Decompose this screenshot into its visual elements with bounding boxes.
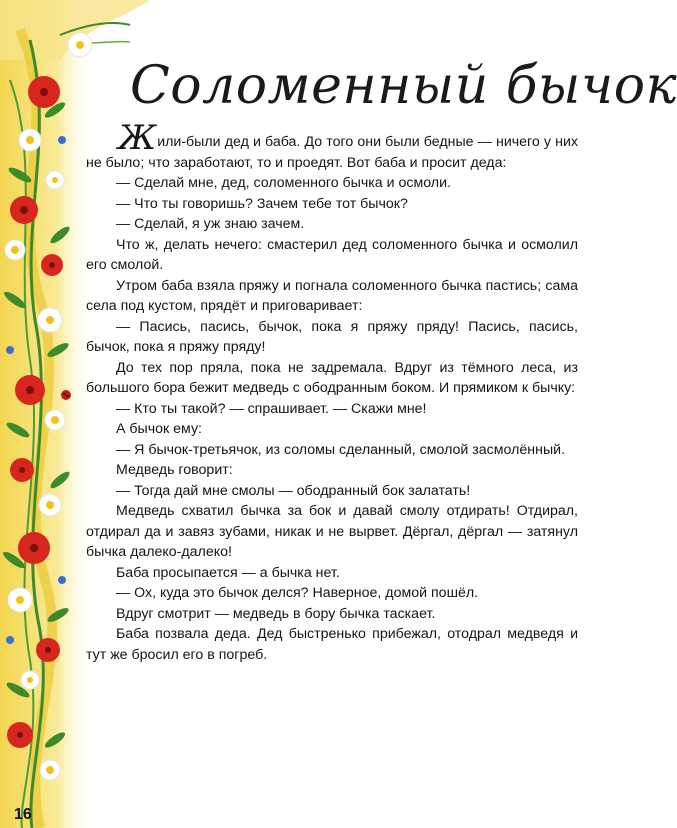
drop-cap: Ж <box>118 118 157 158</box>
paragraph: Медведь схватил бычка за бок и давай смолу отдирать! Отдирал, отдирал да и завяз зубами, никак и не вырвет. Дёргал, дёргал — затянул бычка далеко-далеко! <box>86 503 578 560</box>
story-title: Соломенный бычок <box>130 56 677 116</box>
paragraph: До тех пор пряла, пока не задремала. Вдруг из тёмного леса, из большого бора бежит медведь с ободранным боком. И прямиком к бычку: <box>86 359 578 396</box>
paragraph: Что ж, делать нечего: смастерил дед соломенного бычка и осмолил его смолой. <box>86 236 578 273</box>
paragraph: — Я бычок-третьячок, из соломы сделанный, смолой засмолённый. <box>116 441 566 458</box>
paragraph: Утром баба взяла пряжу и погнала соломенного бычка пастись; сама села под кустом, прядёт и приговаривает: <box>86 277 578 314</box>
paragraph: — Сделай, я уж знаю зачем. <box>116 216 305 232</box>
paragraph: — Ох, куда это бычок делся? Наверное, домой пошёл. <box>116 585 479 601</box>
paragraph: — Кто ты такой? — спрашивает. — Скажи мне! <box>116 400 427 417</box>
paragraph-text: или-были дед и баба. До того они были бедные — ничего у них не было; что заработают, то и проедят. Вот баба и просит деда: <box>86 134 578 171</box>
paragraph: Баба просыпается — а бычка нет. <box>116 564 340 581</box>
paragraph: Баба позвала деда. Дед быстренько прибежал, отодрал медведя и тут же бросил его в погреб. <box>86 626 578 663</box>
paragraph: — Тогда дай мне смолы — ободранный бок залатать! <box>116 482 471 499</box>
paragraph: Медведь говорит: <box>116 462 233 478</box>
page-number: 16 <box>14 806 32 823</box>
paragraph: — Пасись, пасись, бычок, пока я пряжу пряду! Пасись, пасись, бычок, пока я пряжу пряду! <box>86 318 578 355</box>
story-text <box>86 118 578 665</box>
paragraph: А бычок ему: <box>116 421 202 437</box>
paragraph: — Что ты говоришь? Зачем тебе тот бычок? <box>116 195 408 212</box>
paragraph <box>86 118 578 173</box>
paragraph: Вдруг смотрит — медведь в бору бычка таскает. <box>116 605 436 622</box>
paragraph: — Сделай мне, дед, соломенного бычка и осмоли. <box>116 175 451 191</box>
